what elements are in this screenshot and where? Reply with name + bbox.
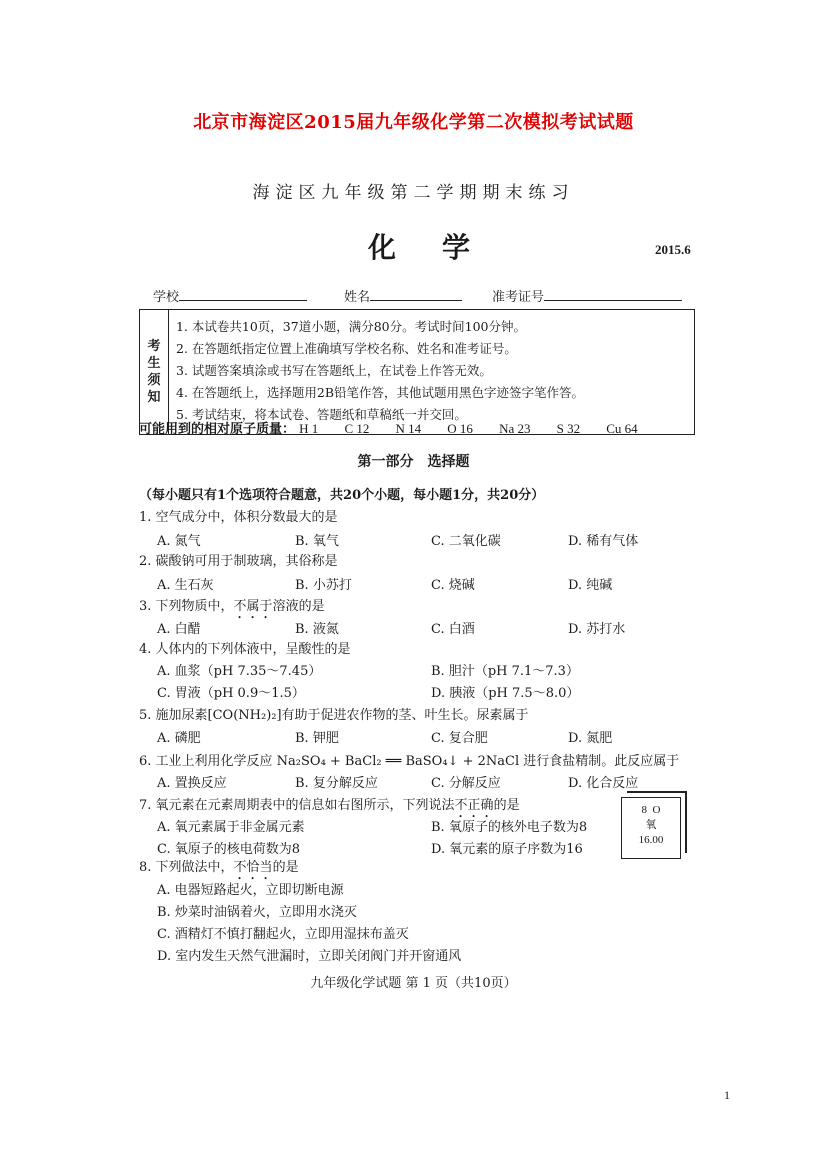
atomic-mass-item: N 14 xyxy=(395,421,422,436)
id-label: 准考证号 xyxy=(492,290,545,305)
option-b: B. 胆汁（pH 7.1～7.3） xyxy=(431,664,579,679)
notice-item: 5. 考试结束，将本试卷、答题纸和草稿纸一并交回。 xyxy=(176,407,467,422)
option-c: C. 烧碱 xyxy=(431,578,475,593)
atomic-number: 8 xyxy=(641,804,648,816)
document-title: 北京市海淀区2015届九年级化学第二次模拟考试试题 xyxy=(193,112,634,133)
id-blank xyxy=(544,288,682,301)
atomic-mass-item: O 16 xyxy=(447,421,473,436)
option-d: D. 纯碱 xyxy=(568,578,613,593)
notice-heading xyxy=(140,310,169,434)
option-d: D. 苏打水 xyxy=(568,622,626,637)
stem-text: 的是 xyxy=(272,860,299,875)
option-b: B. 炒菜时油锅着火，立即用水浇灭 xyxy=(157,905,357,920)
page-number: 1 xyxy=(724,1088,730,1102)
option-c: C. 分解反应 xyxy=(431,776,501,791)
notice-heading-char: 生 xyxy=(147,356,161,371)
atomic-mass-item: Na 23 xyxy=(499,421,531,436)
option-d: D. 氮肥 xyxy=(568,731,613,746)
exam-subtitle: 海淀区九年级第二学期期末练习 xyxy=(252,183,575,203)
option-a: A. 置换反应 xyxy=(157,776,227,791)
option-b: B. 氧原子的核外电子数为8 xyxy=(431,820,588,835)
option-c: C. 复合肥 xyxy=(431,731,488,746)
name-label: 姓名 xyxy=(344,290,371,305)
option-d: D. 氧元素的原子序数为16 xyxy=(431,842,583,857)
element-number-symbol xyxy=(622,803,680,818)
option-c: C. 二氧化碳 xyxy=(431,534,501,549)
name-blank xyxy=(370,288,462,301)
part-heading: 第一部分 选择题 xyxy=(357,454,470,470)
part-instruction: （每小题只有1个选项符合题意，共20个小题，每小题1分，共20分） xyxy=(139,488,545,503)
option-a: A. 电器短路起火，立即切断电源 xyxy=(157,883,344,898)
option-d: D. 室内发生天然气泄漏时，立即关闭阀门并开窗通风 xyxy=(157,949,462,964)
notice-heading-char: 考 xyxy=(147,339,161,354)
notice-item: 3. 试题答案填涂或书写在答题纸上，在试卷上作答无效。 xyxy=(176,363,492,378)
notice-item: 1. 本试卷共10页，37道小题，满分80分。考试时间100分钟。 xyxy=(176,319,526,334)
question-stem: 5. 施加尿素[CO(NH₂)₂]有助于促进农作物的茎、叶生长。尿素属于 xyxy=(139,708,529,723)
stem-text: 8. 下列做法中， xyxy=(139,860,234,875)
stem-text: 3. 下列物质中， xyxy=(139,599,234,614)
notice-heading-char: 知 xyxy=(147,390,161,405)
option-a: A. 白醋 xyxy=(157,622,201,637)
stem-text: 7. 氧元素在元素周期表中的信息如右图所示，下列说法 xyxy=(139,798,455,813)
page-footer: 九年级化学试题 第 1 页（共10页） xyxy=(310,976,517,991)
atomic-mass-item: H 1 xyxy=(299,421,319,436)
school-label: 学校 xyxy=(153,290,180,305)
notice-heading-char: 须 xyxy=(147,373,161,388)
option-c: C. 白酒 xyxy=(431,622,475,637)
element-name: 氧 xyxy=(645,819,657,831)
option-a: A. 生石灰 xyxy=(157,578,214,593)
option-d: D. 胰液（pH 7.5～8.0） xyxy=(431,686,580,701)
question-stem: 2. 碳酸钠可用于制玻璃，其俗称是 xyxy=(139,554,338,569)
notice-item: 4. 在答题纸上，选择题用2B铅笔作答，其他试题用黑色字迹签字笔作答。 xyxy=(176,385,585,400)
emphasis-text: 不属于 xyxy=(233,599,273,614)
atomic-mass-label: 可能用到的相对原子质量： xyxy=(139,422,296,437)
question-stem: 1. 空气成分中，体积分数最大的是 xyxy=(139,510,338,525)
name-field xyxy=(344,286,462,305)
periodic-element-card xyxy=(621,797,681,859)
school-field xyxy=(153,286,307,305)
id-field xyxy=(492,286,682,305)
emphasis-text: 不正确 xyxy=(454,798,494,813)
atomic-mass-item: Cu 64 xyxy=(606,421,638,436)
question-stem: 4. 人体内的下列体液中，呈酸性的是 xyxy=(139,642,351,657)
atomic-mass-item: C 12 xyxy=(344,421,370,436)
option-c: C. 酒精灯不慎打翻起火，立即用湿抹布盖灭 xyxy=(157,927,409,942)
stem-text: 溶液的是 xyxy=(272,599,325,614)
question-stem: 6. 工业上利用化学反应 Na₂SO₄ + BaCl₂ ══ BaSO₄↓ + 2NaCl 进行食盐精制。此反应属于 xyxy=(139,754,680,769)
option-b: B. 氧气 xyxy=(295,534,339,549)
notice-item: 2. 在答题纸指定位置上准确填写学校名称、姓名和准考证号。 xyxy=(176,341,517,356)
school-blank xyxy=(179,288,307,301)
option-d: D. 稀有气体 xyxy=(568,534,639,549)
atomic-mass-item: S 32 xyxy=(556,421,581,436)
option-b: B. 钾肥 xyxy=(295,731,339,746)
option-b: B. 复分解反应 xyxy=(295,776,378,791)
emphasis-text: 不恰当 xyxy=(233,860,273,875)
option-a: A. 磷肥 xyxy=(157,731,201,746)
notice-list xyxy=(176,316,584,426)
element-symbol: O xyxy=(652,804,661,816)
exam-date: 2015.6 xyxy=(655,242,691,257)
atomic-mass: 16.00 xyxy=(638,834,664,846)
candidate-notice-box xyxy=(139,309,695,435)
stem-text: 的是 xyxy=(493,798,520,813)
option-a: A. 氮气 xyxy=(157,534,201,549)
option-a: A. 血浆（pH 7.35～7.45） xyxy=(157,664,322,679)
option-a: A. 氧元素属于非金属元素 xyxy=(157,820,305,835)
option-c: C. 胃液（pH 0.9～1.5） xyxy=(157,686,305,701)
subject-title: 化学 xyxy=(368,231,517,264)
atomic-mass-line xyxy=(139,418,660,437)
option-b: B. 小苏打 xyxy=(295,578,352,593)
option-c: C. 氧原子的核电荷数为8 xyxy=(157,842,301,857)
option-d: D. 化合反应 xyxy=(568,776,639,791)
option-b: B. 液氮 xyxy=(295,622,339,637)
